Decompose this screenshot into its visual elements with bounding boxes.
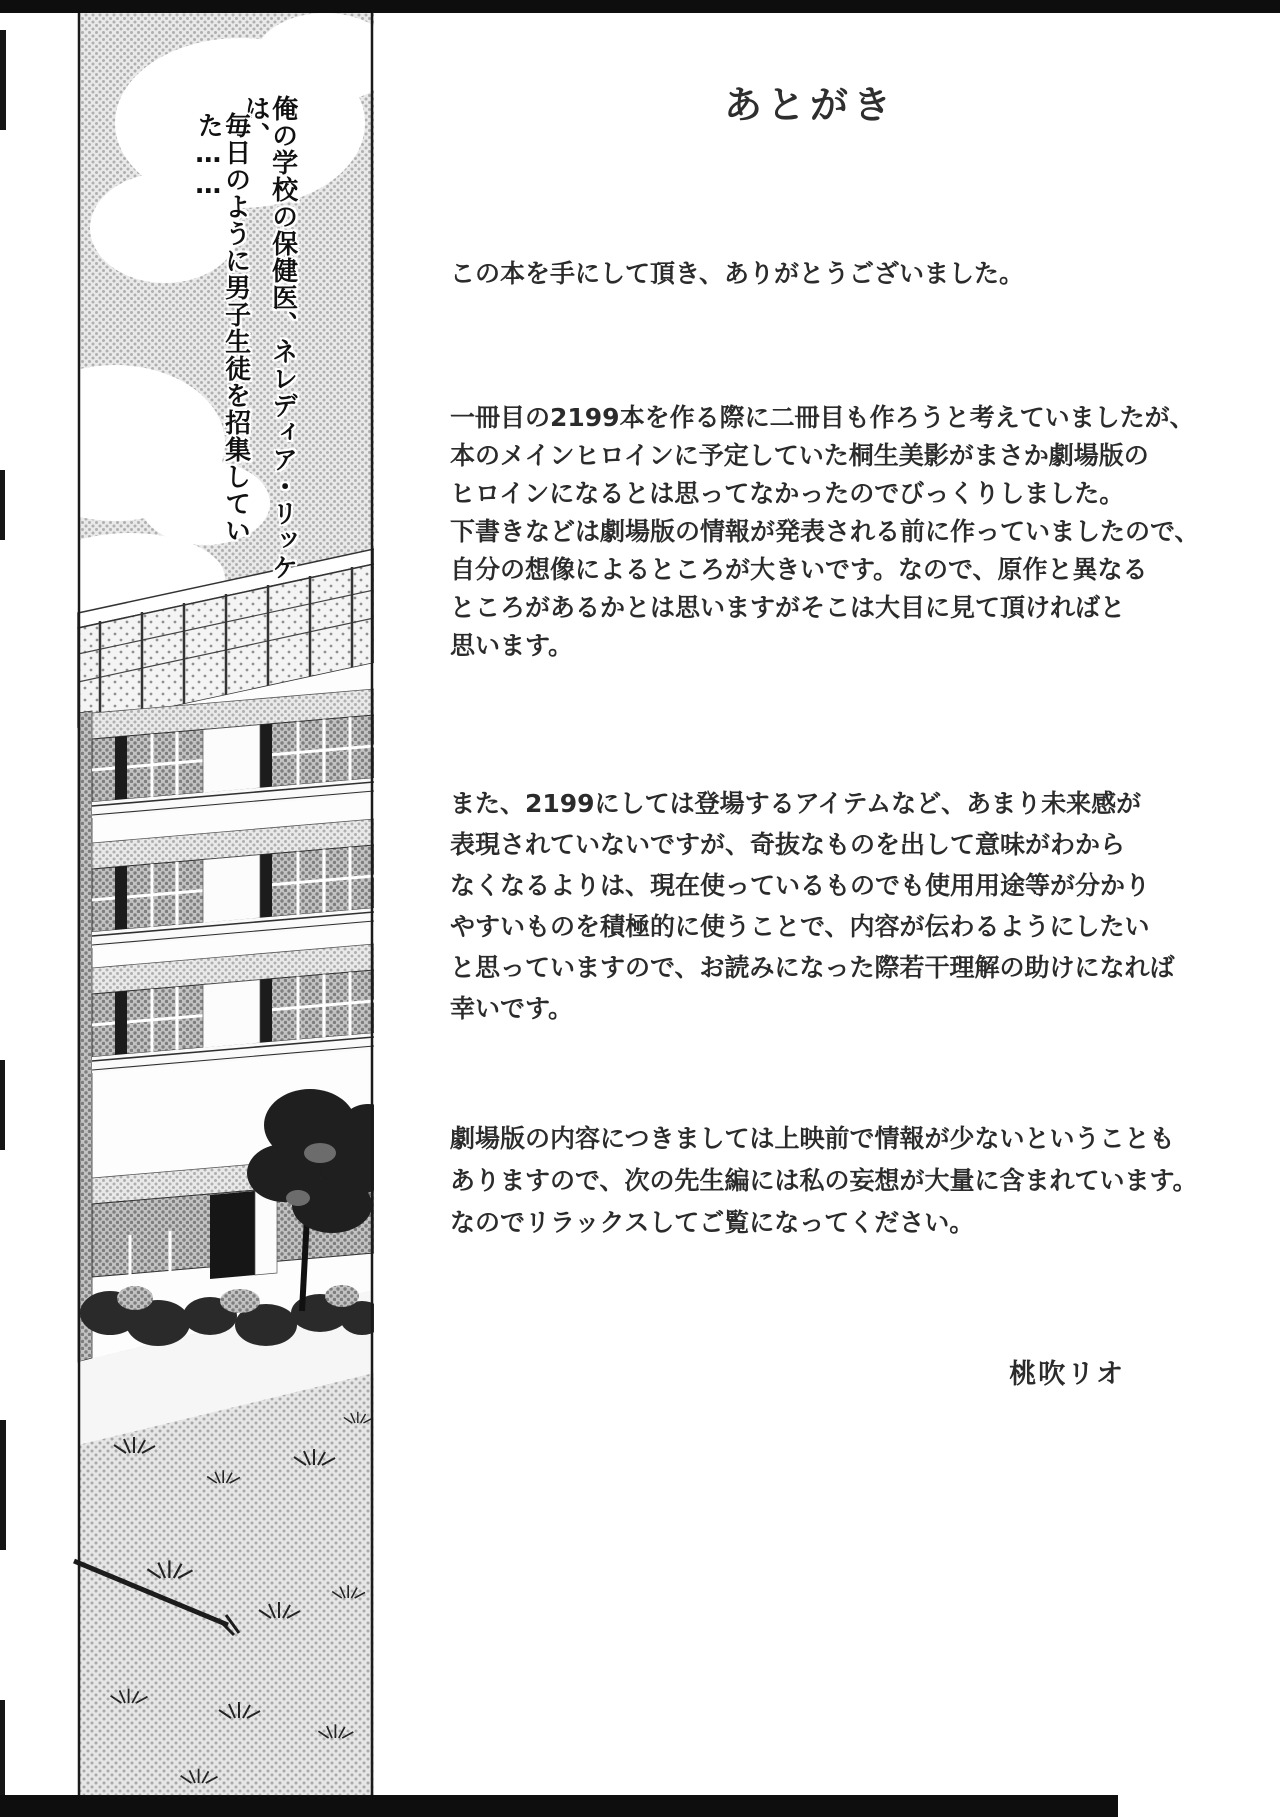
text-line: 下書きなどは劇場版の情報が発表される前に作っていましたので、 bbox=[450, 517, 1200, 546]
text-line: ところがあるかとは思いますがそこは大目に見て頂ければと bbox=[450, 593, 1126, 622]
text-line: 本のメインヒロインに予定していた桐生美影がまさか劇場版の bbox=[450, 441, 1149, 470]
text-line: また、2199にしては登場するアイテムなど、あまり未来感が bbox=[450, 789, 1142, 818]
afterword-paragraph-4 bbox=[450, 1118, 1198, 1244]
afterword-paragraph-3 bbox=[450, 783, 1175, 1029]
text-line: なのでリラックスしてご覧になってください。 bbox=[450, 1208, 975, 1237]
afterword-paragraph-2 bbox=[450, 399, 1200, 665]
afterword-paragraph-1 bbox=[450, 255, 1024, 293]
text-line: 思います。 bbox=[450, 631, 574, 660]
scan-mark bbox=[0, 1420, 6, 1550]
text-line: と思っていますので、お読みになった際若干理解の助けになれば bbox=[450, 953, 1175, 982]
text-line: ヒロインになるとは思ってなかったのでびっくりしました。 bbox=[450, 479, 1125, 508]
scan-mark bbox=[0, 1700, 5, 1795]
text-line: 劇場版の内容につきましては上映前で情報が少ないということも bbox=[450, 1124, 1175, 1153]
scan-edge-top bbox=[0, 0, 1280, 13]
scan-mark bbox=[0, 30, 6, 130]
text-line: ありますので、次の先生編には私の妄想が大量に含まれています。 bbox=[450, 1166, 1198, 1195]
author-signature: 桃吹リオ bbox=[1009, 1359, 1125, 1390]
scan-edge-bottom bbox=[0, 1795, 1118, 1817]
ground bbox=[78, 1290, 374, 1795]
text-line: なくなるよりは、現在使っているものでも使用用途等が分かり bbox=[450, 871, 1151, 900]
page-title: あとがき bbox=[723, 83, 896, 127]
vertical-caption-line-2: 毎日のように男子生徒を招集していた…… bbox=[193, 112, 251, 544]
text-line: 幸いです。 bbox=[450, 994, 574, 1023]
text-line: 自分の想像によるところが大きいです。なので、原作と異なる bbox=[450, 555, 1148, 584]
text-line: この本を手にして頂き、ありがとうございました。 bbox=[450, 259, 1025, 288]
school-building bbox=[78, 663, 374, 1362]
text-line: 一冊目の2199本を作る際に二冊目も作ろうと考えていましたが、 bbox=[450, 403, 1195, 432]
vertical-caption-line-1: 俺の学校の保健医、ネレディア・リッケは、 bbox=[240, 95, 298, 581]
text-line: 表現されていないですが、奇抜なものを出して意味がわから bbox=[450, 830, 1126, 859]
scan-mark bbox=[0, 1060, 5, 1150]
text-line: やすいものを積極的に使うことで、内容が伝わるようにしたい bbox=[450, 912, 1150, 941]
scan-mark bbox=[0, 470, 5, 540]
